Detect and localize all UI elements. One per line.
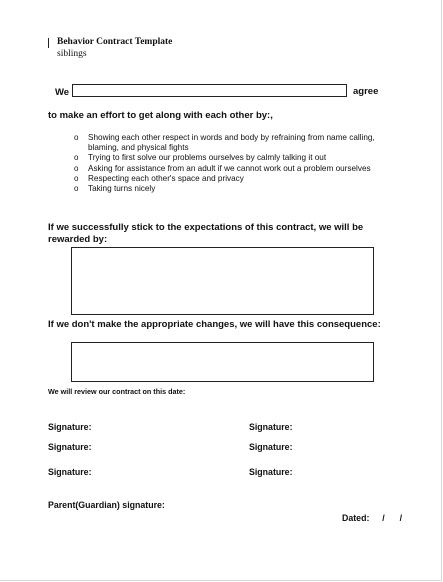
dated-field <box>342 513 402 523</box>
bullet-icon: o <box>74 133 79 142</box>
signature-label-right-1: Signature: <box>249 422 293 432</box>
dated-label: Dated: <box>342 513 370 523</box>
review-date-label: We will review our contract on this date: <box>48 387 186 396</box>
agree-label: agree <box>353 86 379 97</box>
list-item <box>72 184 382 194</box>
list-item <box>72 164 382 174</box>
margin-marker <box>48 38 49 48</box>
signature-label-left-1: Signature: <box>48 422 92 432</box>
signature-label-left-3: Signature: <box>48 467 92 477</box>
list-item <box>72 174 382 184</box>
list-item-text: Trying to first solve our problems ourselves by calmly talking it out <box>88 153 327 163</box>
date-separator: / <box>399 513 403 523</box>
list-item-text: Asking for assistance from an adult if we cannot work out a problem ourselves <box>88 163 371 173</box>
signature-label-right-2: Signature: <box>249 442 293 452</box>
effort-statement: to make an effort to get along with each other by:, <box>48 110 273 121</box>
bullet-icon: o <box>74 173 79 183</box>
list-item-text: Taking turns nicely <box>88 184 156 194</box>
document-subtitle: siblings <box>57 49 87 59</box>
document-title: Behavior Contract Template <box>57 37 173 47</box>
list-item <box>72 153 382 163</box>
behavior-list <box>72 133 382 194</box>
list-item <box>72 133 382 153</box>
reward-input-box[interactable] <box>71 247 374 315</box>
date-separator: / <box>382 513 385 523</box>
signature-label-left-2: Signature: <box>48 442 92 452</box>
list-item-text: Showing each other respect in words and body by refraining from name calling, blaming, and physical fights <box>88 133 375 153</box>
we-label: We <box>55 87 70 98</box>
signature-label-right-3: Signature: <box>249 467 293 477</box>
bullet-icon: o <box>74 163 79 173</box>
consequence-input-box[interactable] <box>71 342 374 382</box>
bullet-icon: o <box>74 153 79 163</box>
list-item-text: Respecting each other's space and privacy <box>88 173 244 183</box>
names-input-box[interactable] <box>72 84 347 97</box>
parent-signature-label: Parent(Guardian) signature: <box>48 500 165 510</box>
reward-label: If we successfully stick to the expectations of this contract, we will be rewarded by: <box>48 222 364 245</box>
bullet-icon: o <box>74 184 79 194</box>
consequence-label: If we don't make the appropriate changes, we will have this consequence: <box>48 319 381 330</box>
